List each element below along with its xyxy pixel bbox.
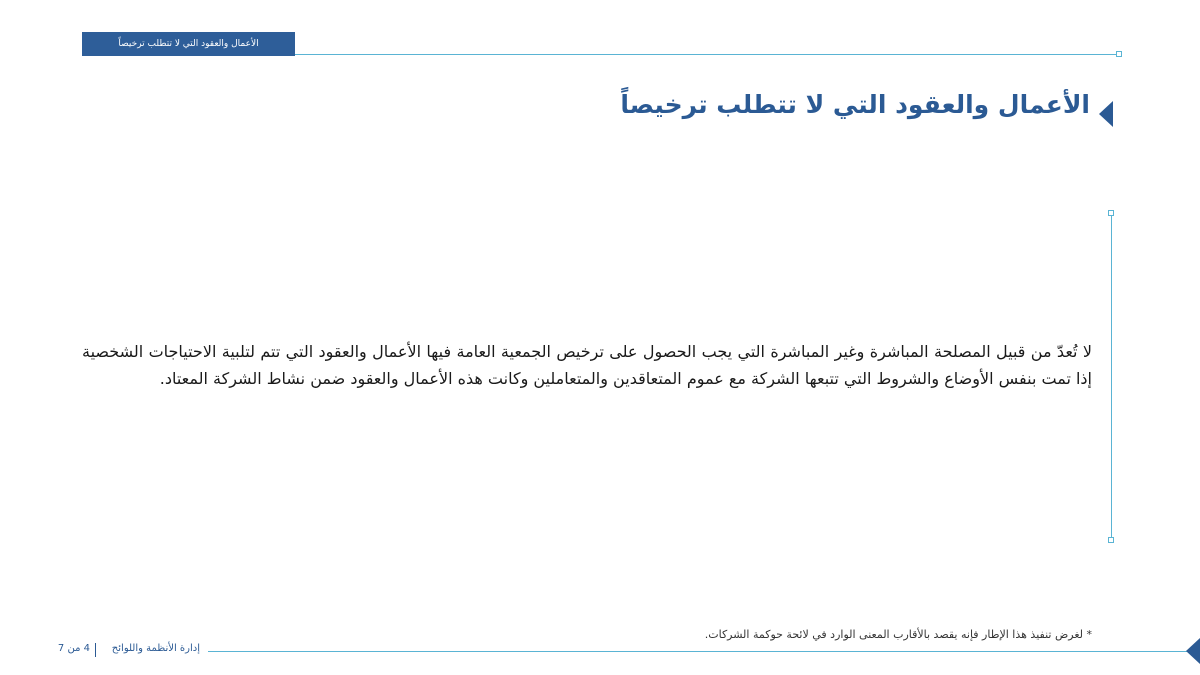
body-paragraph: لا تُعدّ من قبيل المصلحة المباشرة وغير المباشرة التي يجب الحصول على ترخيص الجمعية العامة فيها الأعمال والعقود التي تتم لتلبية الاحتياجات الشخصية إذا تمت بنفس الأوضاع والشروط التي تتبعها الشركة مع عموم المتعاقدين والمتعاملين وكانت هذه الأعمال والعقود ضمن نشاط الشركة المعتاد.: [82, 342, 1092, 388]
header-divider-line: [295, 54, 1118, 55]
title-arrow-icon: [1099, 101, 1113, 127]
footer-separator: [95, 643, 96, 657]
footer-document-name: إدارة الأنظمة واللوائح: [111, 643, 200, 654]
page-number: 4 من 7: [57, 643, 90, 654]
footer-corner-arrow-icon: [1186, 638, 1200, 664]
header-line-node: [1116, 51, 1122, 57]
header-section-tab: الأعمال والعقود التي لا تتطلب ترخيصاً: [82, 32, 295, 56]
side-line-node-top: [1108, 210, 1114, 216]
footer-divider-line: [208, 651, 1190, 652]
page-title: الأعمال والعقود التي لا تتطلب ترخيصاً: [620, 90, 1090, 119]
side-divider-line: [1111, 215, 1112, 540]
side-line-node-bottom: [1108, 537, 1114, 543]
footnote: * لغرض تنفيذ هذا الإطار فإنه يقصد بالأقارب المعنى الوارد في لائحة حوكمة الشركات.: [704, 628, 1092, 641]
